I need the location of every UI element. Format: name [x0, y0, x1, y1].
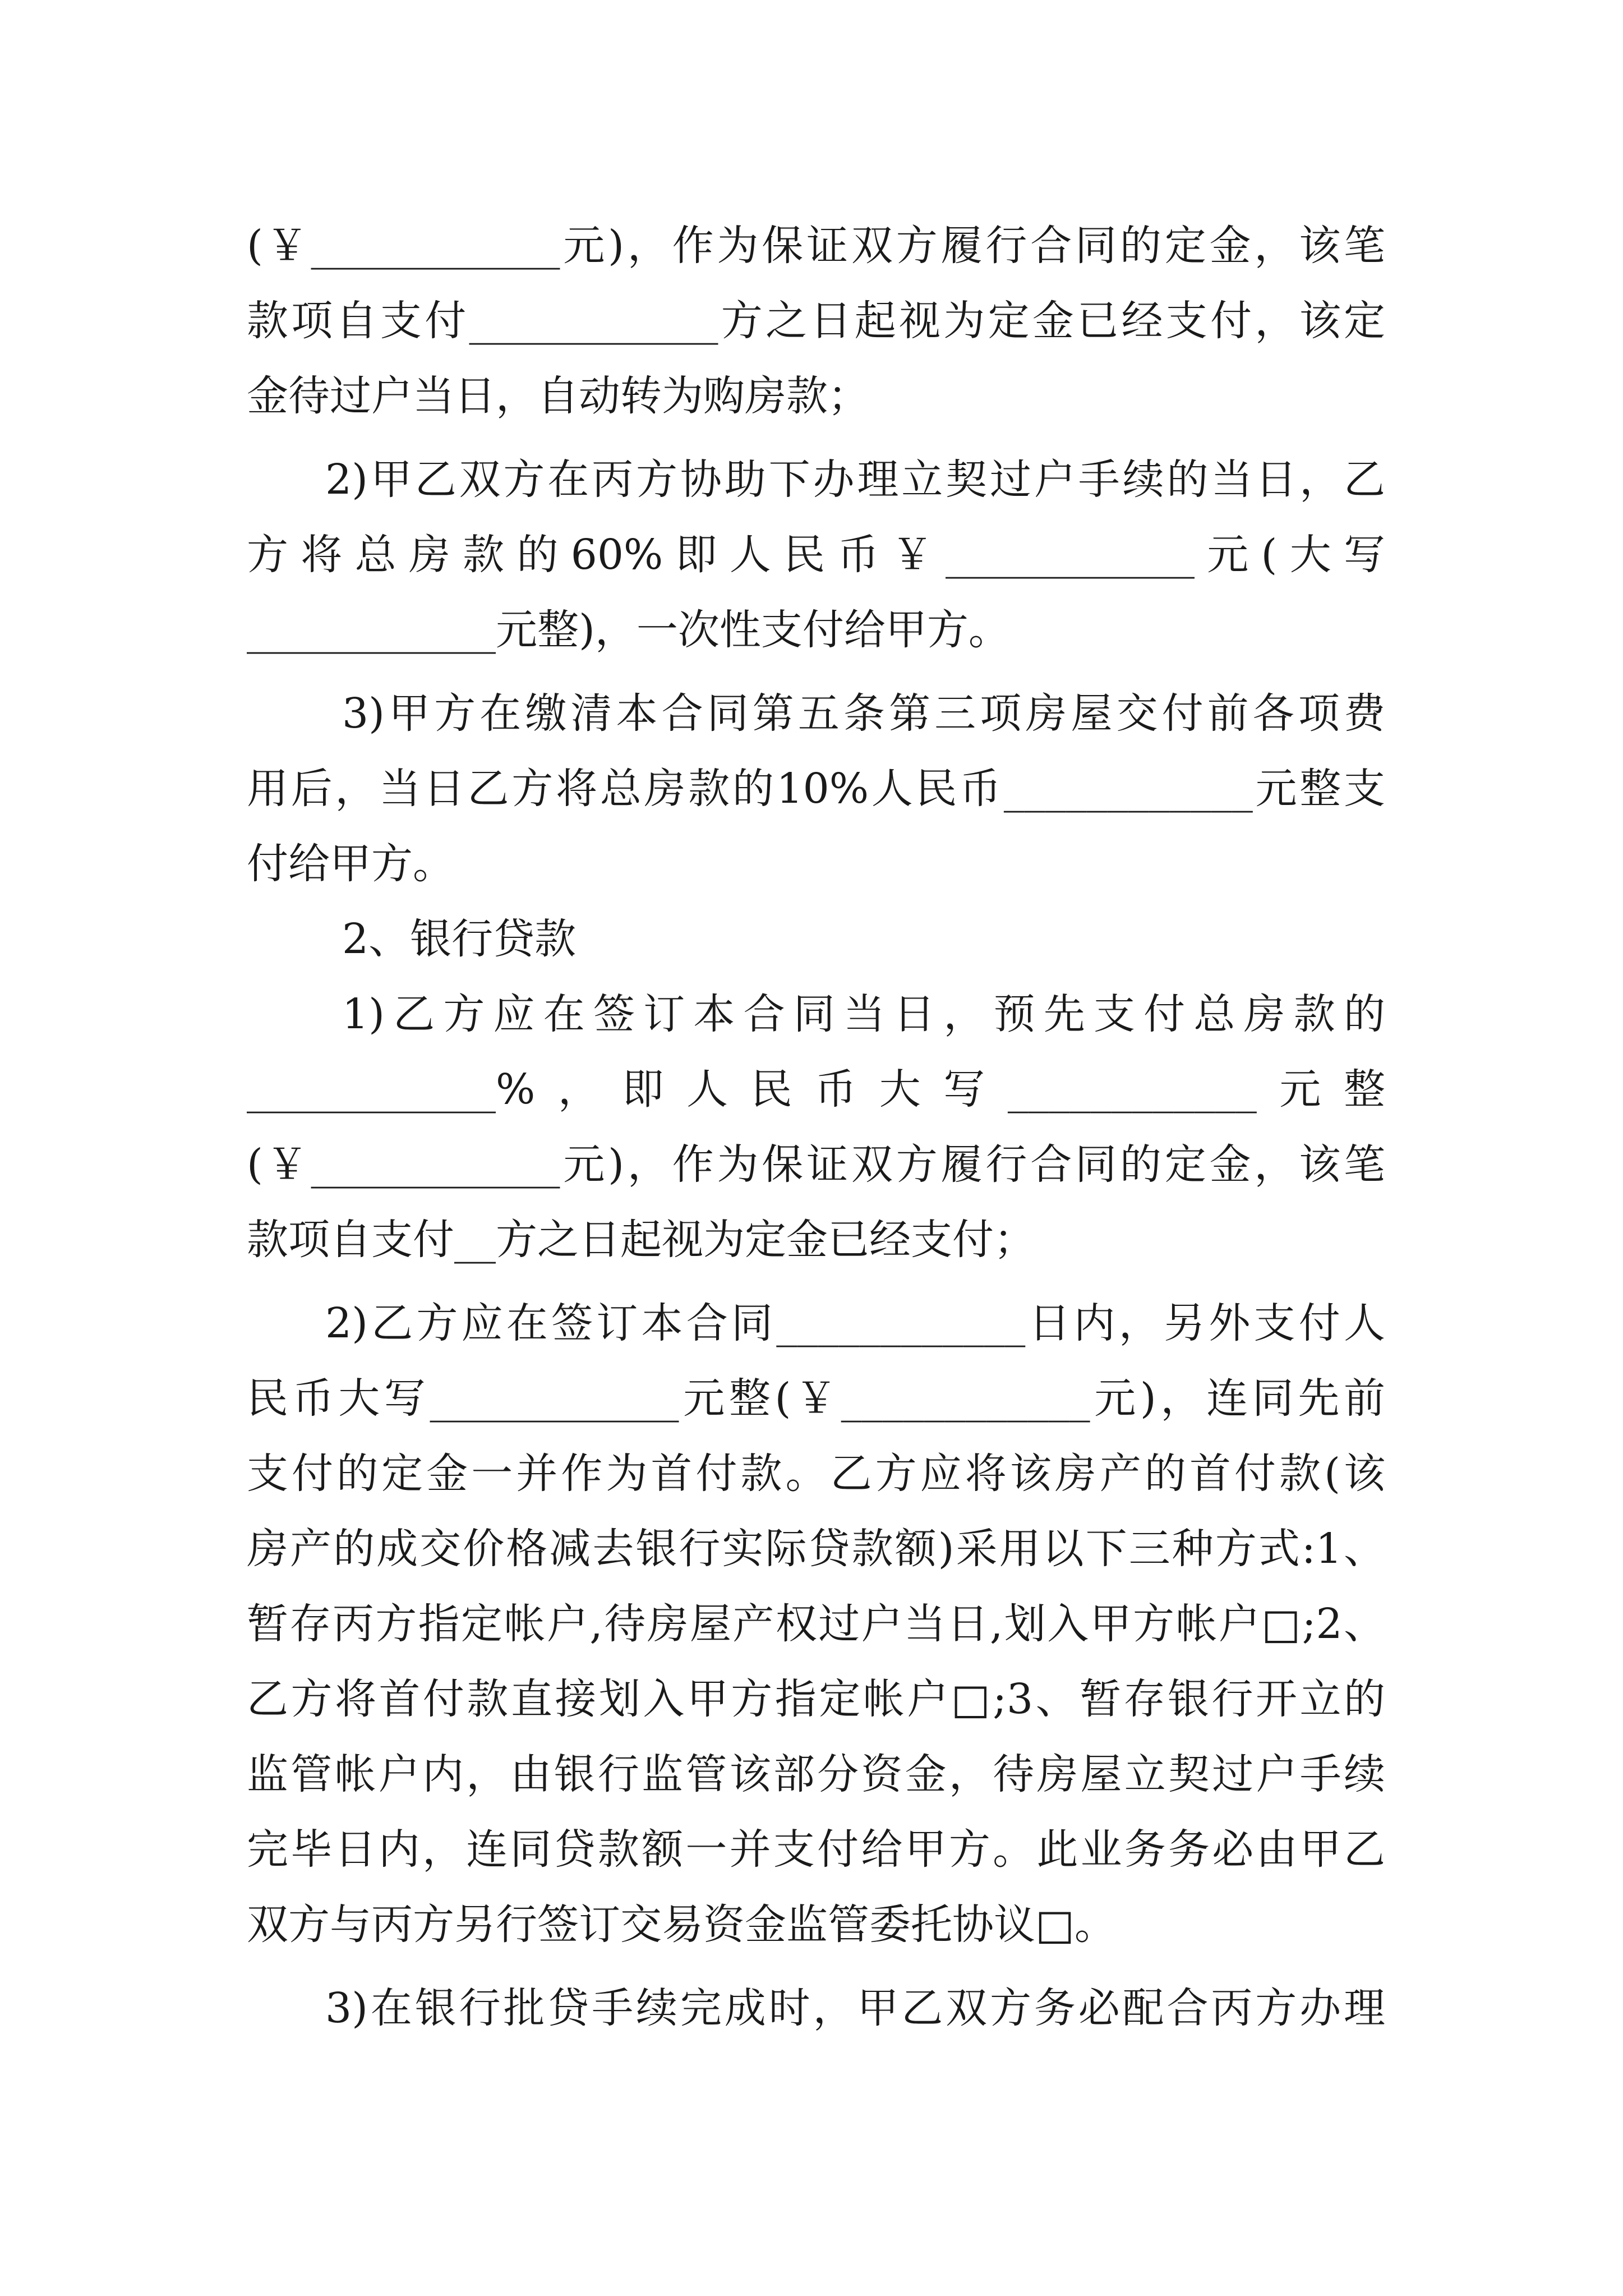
text-line: ____________元整)，一次性支付给甲方。 [247, 606, 1010, 654]
text-line: 乙方将首付款直接划入甲方指定帐户□;3、暂存银行开立的 [247, 1675, 1385, 1723]
text-line: ____________%，即人民币大写____________元整 [247, 1065, 1385, 1114]
text-line: 监管帐户内，由银行监管该部分资金，待房屋立契过户手续 [247, 1750, 1385, 1798]
text-line: (￥____________元)，作为保证双方履行合同的定金，该笔 [247, 222, 1385, 270]
text-line: 房产的成交价格减去银行实际贷款额)采用以下三种方式:1、 [247, 1525, 1385, 1573]
text-line: 方将总房款的60%即人民币￥____________元(大写 [247, 531, 1385, 579]
text-line: 3)甲方在缴清本合同第五条第三项房屋交付前各项费 [342, 689, 1385, 738]
text-line: 1)乙方应在签订本合同当日，预先支付总房款的 [342, 990, 1385, 1038]
text-line: 暂存丙方指定帐户,待房屋产权过户当日,划入甲方帐户□;2、 [247, 1600, 1385, 1648]
text-line: 付给甲方。 [247, 840, 454, 888]
text-line: 双方与丙方另行签订交易资金监管委托协议□。 [247, 1901, 1116, 1949]
text-line: 2)甲乙双方在丙方协助下办理立契过户手续的当日，乙 [325, 455, 1385, 504]
text-line: 支付的定金一并作为首付款。乙方应将该房产的首付款(该 [247, 1450, 1385, 1498]
text-line: (￥____________元)，作为保证双方履行合同的定金，该笔 [247, 1140, 1385, 1189]
text-line: 2)乙方应在签订本合同____________日内，另外支付人 [325, 1299, 1385, 1347]
text-line: 3)在银行批贷手续完成时，甲乙双方务必配合丙方办理 [325, 1984, 1385, 2032]
text-line: 用后，当日乙方将总房款的10%人民币____________元整支 [247, 765, 1385, 813]
text-line: 金待过户当日，自动转为购房款； [247, 372, 869, 420]
text-line: 款项自支付__方之日起视为定金已经支付； [247, 1216, 1035, 1264]
text-line: 款项自支付____________方之日起视为定金已经支付，该定 [247, 297, 1385, 345]
text-line: 完毕日内，连同贷款额一并支付给甲方。此业务务必由甲乙 [247, 1825, 1385, 1874]
section-heading: 2、银行贷款 [342, 915, 577, 963]
text-line: 民币大写____________元整(￥____________元)，连同先前 [247, 1374, 1385, 1423]
